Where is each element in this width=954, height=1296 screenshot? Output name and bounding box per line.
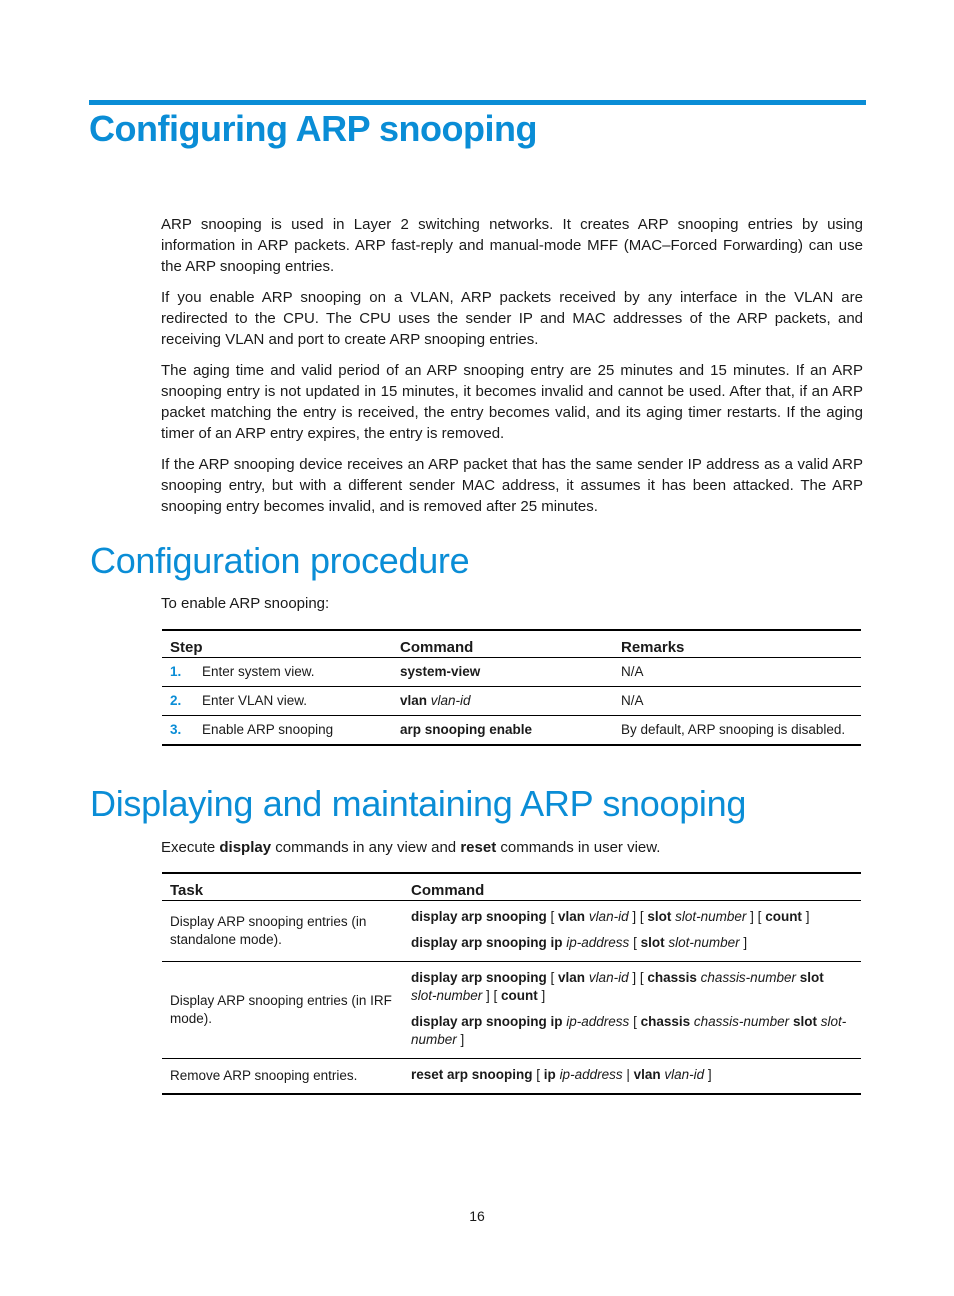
chapter-rule — [89, 100, 866, 105]
command-argument: vlan-id — [430, 693, 471, 708]
command-keyword: system-view — [400, 664, 481, 679]
command-segment: [ — [532, 1067, 544, 1082]
command-segment: ip-address — [559, 1067, 623, 1082]
command-segment: ] [ — [628, 970, 648, 985]
command-segment: ] — [739, 935, 748, 950]
command-line — [411, 969, 853, 1005]
config-table — [162, 629, 861, 746]
table-row — [162, 687, 861, 716]
command-segment: vlan — [633, 1067, 661, 1082]
display-table — [162, 872, 861, 1095]
command-segment: chassis — [640, 1014, 691, 1029]
command-cell — [403, 1059, 861, 1095]
command-segment: [ — [546, 909, 559, 924]
command-segment: slot-number — [675, 909, 747, 924]
step-text: Enter VLAN view. — [202, 693, 308, 708]
command-line — [411, 934, 853, 952]
command-segment: count — [501, 988, 538, 1003]
command-segment: ] [ — [628, 909, 648, 924]
command-segment: ] [ — [482, 988, 502, 1003]
command-keyword: vlan — [400, 693, 428, 708]
command-segment: chassis — [647, 970, 697, 985]
intro-paragraph: If you enable ARP snooping on a VLAN, ARP packets received by any interface in the VLAN are redirected to the CPU. The CPU uses the sender IP and MAC addresses of the ARP packets, and receiving VLAN and port to create ARP snooping entries. — [161, 289, 863, 348]
command-segment: [ — [546, 970, 559, 985]
header-task: Task — [162, 873, 403, 901]
command-segment: slot-number — [411, 1014, 847, 1047]
display-lead: Execute display commands in any view and reset commands in user view. — [161, 839, 661, 856]
command-segment: chassis-number — [693, 1014, 790, 1029]
command-segment: display arp snooping ip — [411, 935, 563, 950]
command-line — [411, 1066, 853, 1084]
command-segment: vlan-id — [588, 909, 629, 924]
table-row — [162, 658, 861, 687]
command-segment: ] [ — [746, 909, 766, 924]
command-segment: chassis-number — [700, 970, 796, 985]
command-keyword: arp snooping enable — [400, 722, 533, 737]
command-segment: ip-address — [566, 935, 630, 950]
task-text: Display ARP snooping entries (in IRF mode). — [162, 962, 403, 1059]
config-lead: To enable ARP snooping: — [161, 595, 330, 612]
section-title-configuration: Configuration procedure — [90, 540, 470, 581]
command-segment: [ — [629, 935, 641, 950]
header-command: Command — [403, 873, 861, 901]
table-row — [162, 1059, 861, 1095]
table-row — [162, 962, 861, 1059]
table-row — [162, 716, 861, 746]
command-segment: vlan-id — [664, 1067, 705, 1082]
command-segment: | — [622, 1067, 634, 1082]
section-title-displaying: Displaying and maintaining ARP snooping — [90, 783, 747, 824]
intro-paragraph: ARP snooping is used in Layer 2 switching networks. It creates ARP snooping entries by using information in ARP packets. ARP fast-reply and manual-mode MFF (MAC–Forced Forwarding) can use the ARP snooping entries. — [161, 216, 863, 275]
command-segment: slot — [647, 909, 672, 924]
command-segment: ] — [704, 1067, 712, 1082]
command-line — [411, 1013, 853, 1049]
command-segment: ] — [456, 1032, 465, 1047]
command-segment: display arp snooping — [411, 970, 547, 985]
remarks-text: N/A — [613, 658, 861, 687]
task-text: Remove ARP snooping entries. — [170, 1068, 358, 1083]
command-segment: vlan-id — [588, 970, 629, 985]
command-segment: slot — [799, 970, 824, 985]
chapter-title: Configuring ARP snooping — [89, 108, 537, 149]
command-segment: ] — [537, 988, 546, 1003]
command-segment: count — [765, 909, 802, 924]
task-text: Display ARP snooping entries (in standalone mode). — [162, 901, 403, 962]
intro-paragraph: The aging time and valid period of an ARP snooping entry are 25 minutes and 15 minutes. If an ARP snooping entry is not updated in 15 minutes, it becomes invalid and cannot be used. After that, if an ARP packet matching the entry is received, the entry becomes valid, and its aging timer restarts. If the aging timer of an ARP entry expires, the entry is removed. — [161, 362, 863, 442]
command-segment: vlan — [558, 970, 586, 985]
command-segment: reset arp snooping — [411, 1067, 533, 1082]
command-segment: vlan — [558, 909, 586, 924]
command-segment: ] — [801, 909, 810, 924]
command-segment: ip — [543, 1067, 556, 1082]
intro-paragraph: If the ARP snooping device receives an ARP packet that has the same sender IP address as a valid ARP snooping entry, but with a different sender MAC address, it assumes it has been attacked. The ARP snooping entry becomes invalid, and is removed after 25 minutes. — [161, 456, 863, 515]
command-segment: slot-number — [668, 935, 740, 950]
command-segment: display arp snooping ip — [411, 1014, 563, 1029]
page-number: 16 — [469, 1208, 485, 1224]
step-number: 1. — [170, 664, 182, 679]
command-cell — [403, 901, 861, 962]
header-remarks: Remarks — [613, 630, 861, 658]
remarks-text: By default, ARP snooping is disabled. — [621, 722, 846, 737]
step-number: 2. — [170, 693, 182, 708]
command-segment: [ — [629, 1014, 641, 1029]
step-text: Enable ARP snooping — [202, 722, 334, 737]
command-segment: display arp snooping — [411, 909, 547, 924]
header-command: Command — [392, 630, 613, 658]
command-line — [411, 908, 853, 926]
command-segment: ip-address — [566, 1014, 630, 1029]
command-cell — [403, 962, 861, 1059]
step-number: 3. — [170, 722, 182, 737]
remarks-text: N/A — [613, 687, 861, 716]
command-segment: slot-number — [411, 988, 483, 1003]
command-segment: slot — [792, 1014, 817, 1029]
step-text: Enter system view. — [202, 664, 315, 679]
header-step: Step — [162, 630, 392, 658]
table-row — [162, 901, 861, 962]
command-segment: slot — [640, 935, 665, 950]
